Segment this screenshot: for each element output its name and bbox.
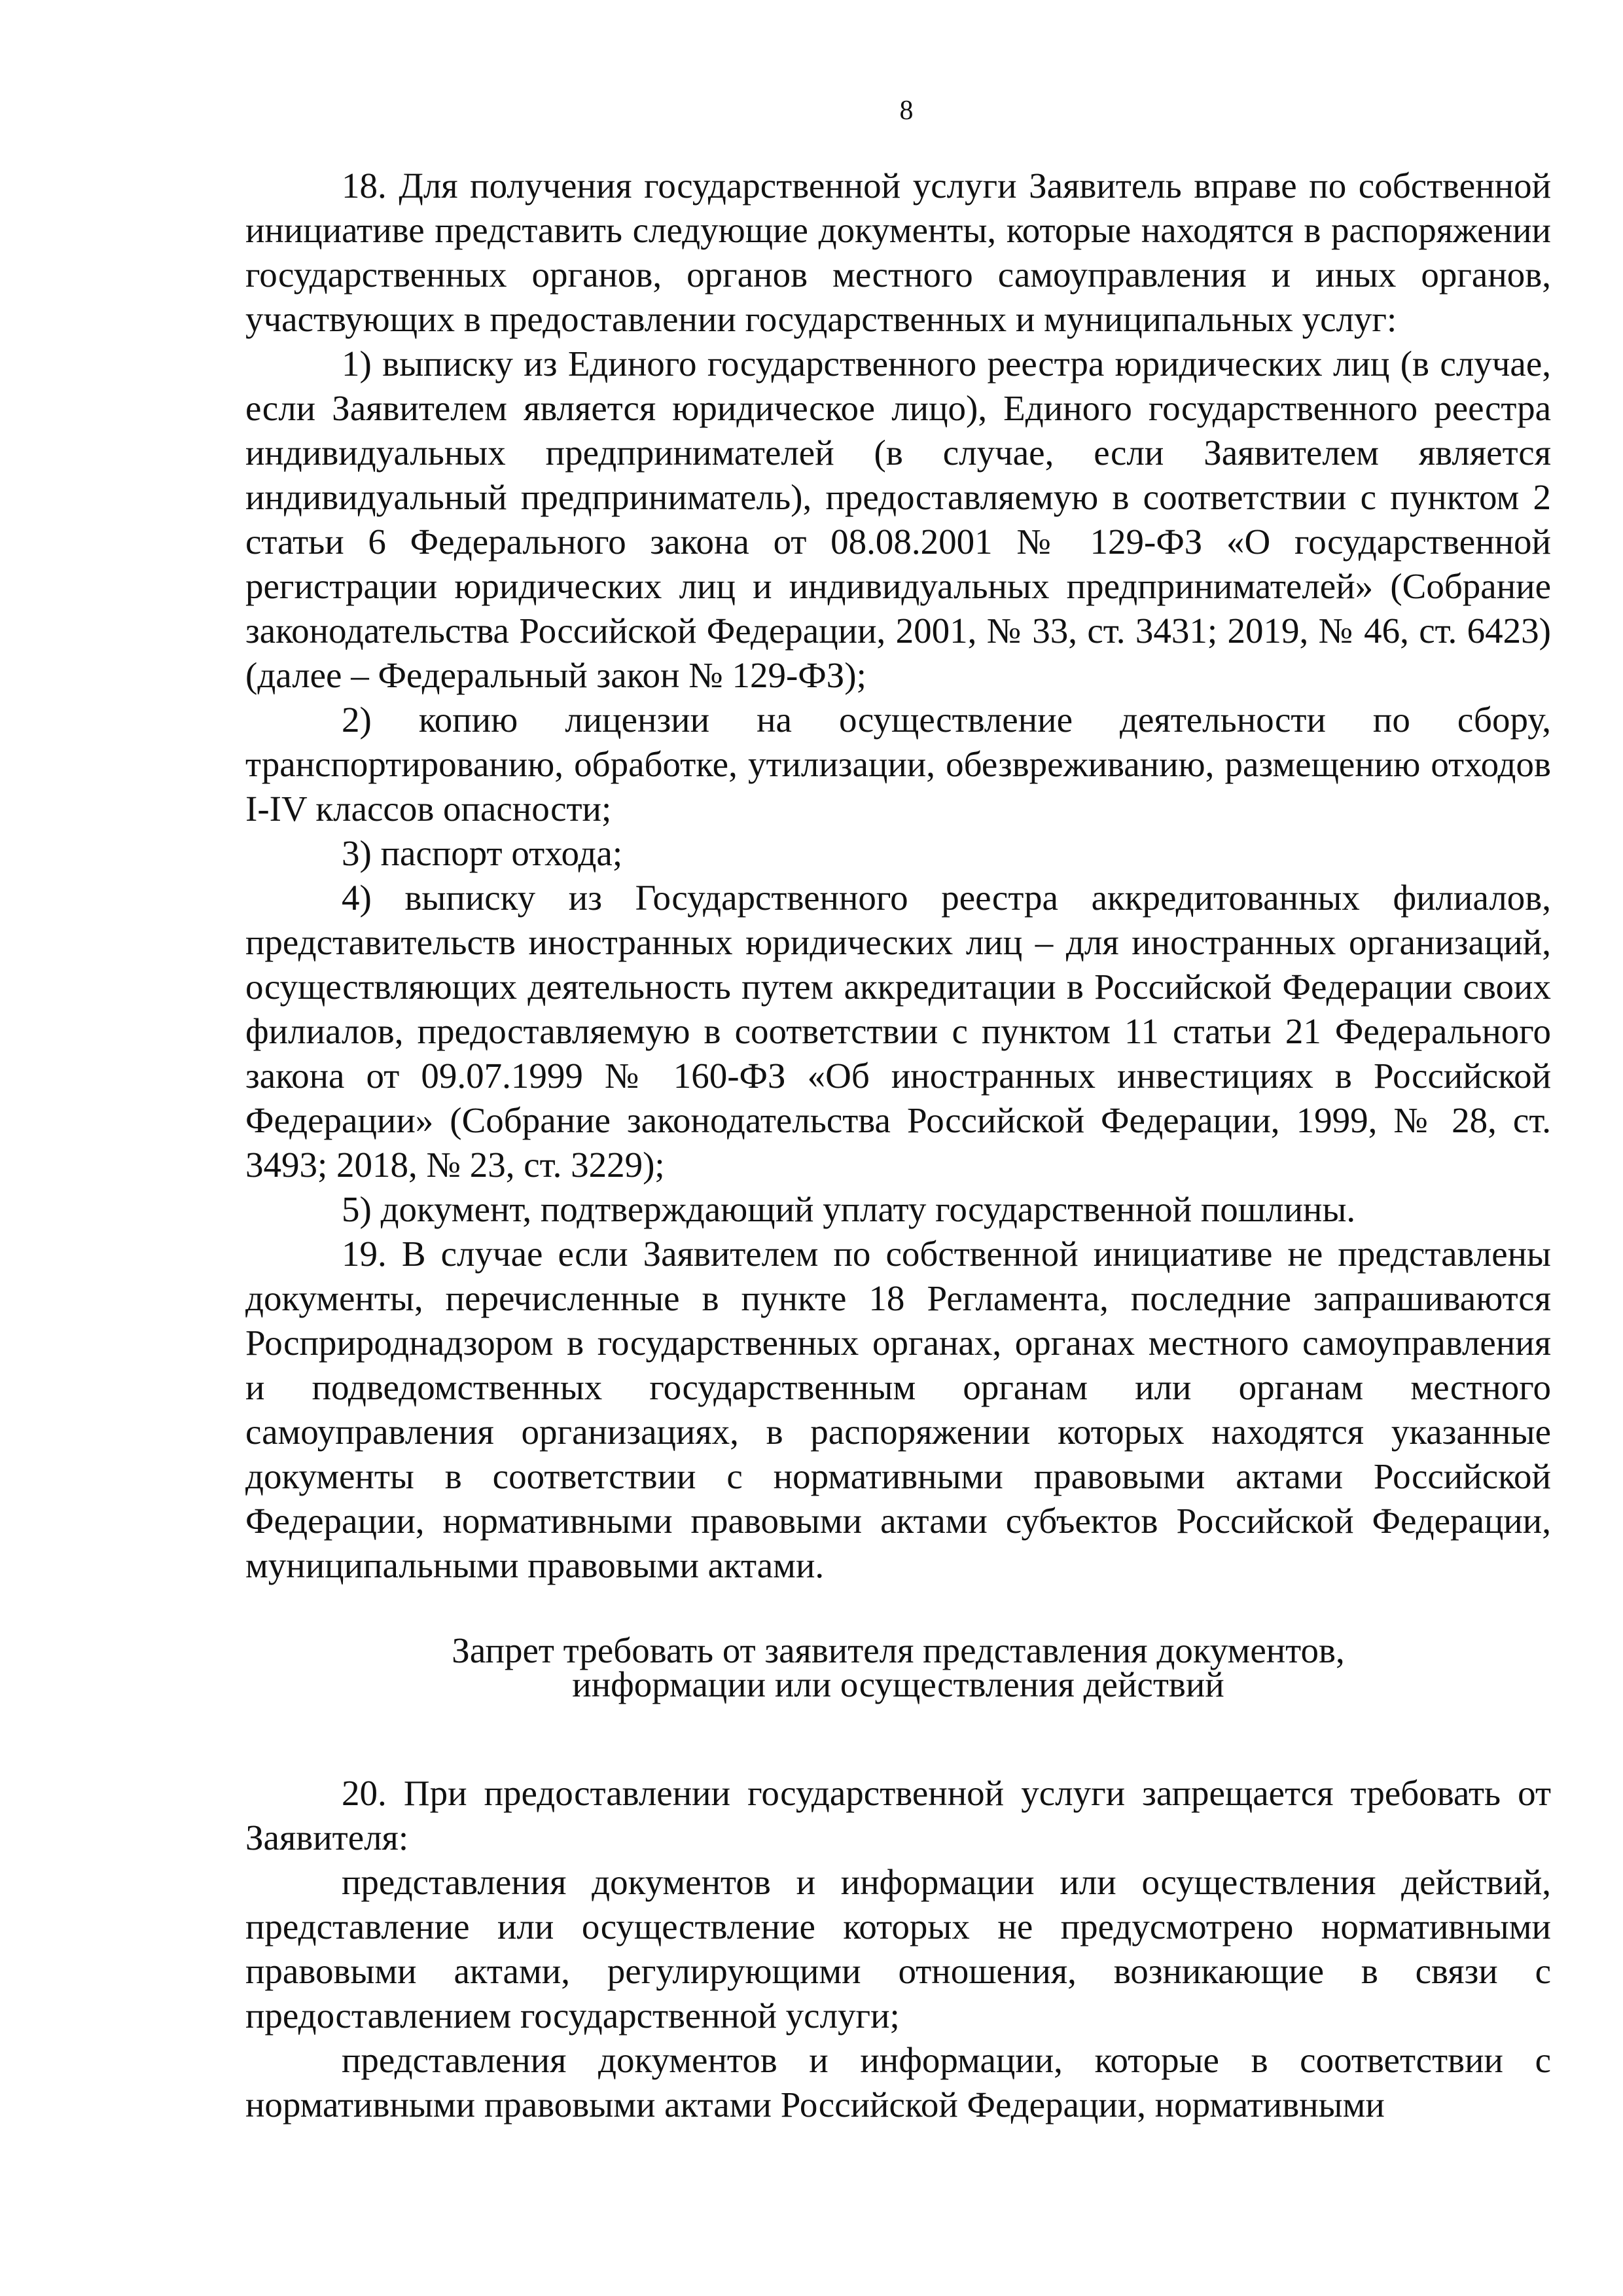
list-item-1: 1) выписку из Единого государственного реестра юридических лиц (в случае, если Заявителем является юридическое лицо), Единого государственного реестра индивидуальных предпринимателей (в случае, если Заявителем является индивидуальный предприниматель), предоставляемую в соответствии с пунктом 2 статьи 6 Федерального закона от 08.08.2001 № 129-ФЗ «О государственной регистрации юридических лиц и индивидуальных предпринимателей» (Собрание законодательства Российской Федерации, 2001, № 33, ст. 3431; 2019, № 46, ст. 6423) (далее – Федеральный закон № 129-ФЗ);: [245, 344, 1551, 695]
body-text: [245, 164, 1551, 2127]
paragraph-20-item-2: представления документов и информации, которые в соответствии с нормативными правовыми актами Российской Федерации, нормативными: [245, 2040, 1551, 2125]
paragraph-18: 18. Для получения государственной услуги Заявитель вправе по собственной инициативе представить следующие документы, которые находятся в распоряжении государственных органов, органов местного самоуправления и иных органов, участвующих в предоставлении государственных и муниципальных услуг:: [245, 166, 1551, 339]
list-item-5: 5) документ, подтверждающий уплату государственной пошлины.: [342, 1189, 1356, 1229]
section-heading: [245, 1630, 1551, 1704]
page-number: 8: [899, 96, 914, 126]
paragraph-20: 20. При предоставлении государственной услуги запрещается требовать от Заявителя:: [245, 1773, 1551, 1857]
paragraph-19: 19. В случае если Заявителем по собственной инициативе не представлены документы, перечисленные в пункте 18 Регламента, последние запрашиваются Росприроднадзором в государственных органах, органах местного самоуправления и подведомственных государственным органам или органам местного самоуправления организациях, в распоряжении которых находятся указанные документы в соответствии с нормативными правовыми актами Российской Федерации, нормативными правовыми актами субъектов Российской Федерации, муниципальными правовыми актами.: [245, 1234, 1551, 1585]
paragraph-20-item-1: представления документов и информации или осуществления действий, представление или осуществление которых не предусмотрено нормативными правовыми актами, регулирующими отношения, возникающие в связи с предоставлением государственной услуги;: [245, 1862, 1551, 2036]
list-item-4: 4) выписку из Государственного реестра аккредитованных филиалов, представительств иностранных юридических лиц – для иностранных организаций, осуществляющих деятельность путем аккредитации в Российской Федерации своих филиалов, предоставляемую в соответствии с пунктом 11 статьи 21 Федерального закона от 09.07.1999 № 160-ФЗ «Об иностранных инвестициях в Российской Федерации» (Собрание законодательства Российской Федерации, 1999, № 28, ст. 3493; 2018, № 23, ст. 3229);: [245, 878, 1551, 1185]
list-item-3: 3) паспорт отхода;: [342, 833, 623, 873]
section-heading-line-2: информации или осуществления действий: [572, 1664, 1224, 1704]
list-item-2: 2) копию лицензии на осуществление деятельности по сбору, транспортированию, обработке, утилизации, обезвреживанию, размещению отходов I-IV классов опасности;: [245, 700, 1551, 829]
section-heading-line-1: Запрет требовать от заявителя представления документов,: [452, 1630, 1345, 1670]
